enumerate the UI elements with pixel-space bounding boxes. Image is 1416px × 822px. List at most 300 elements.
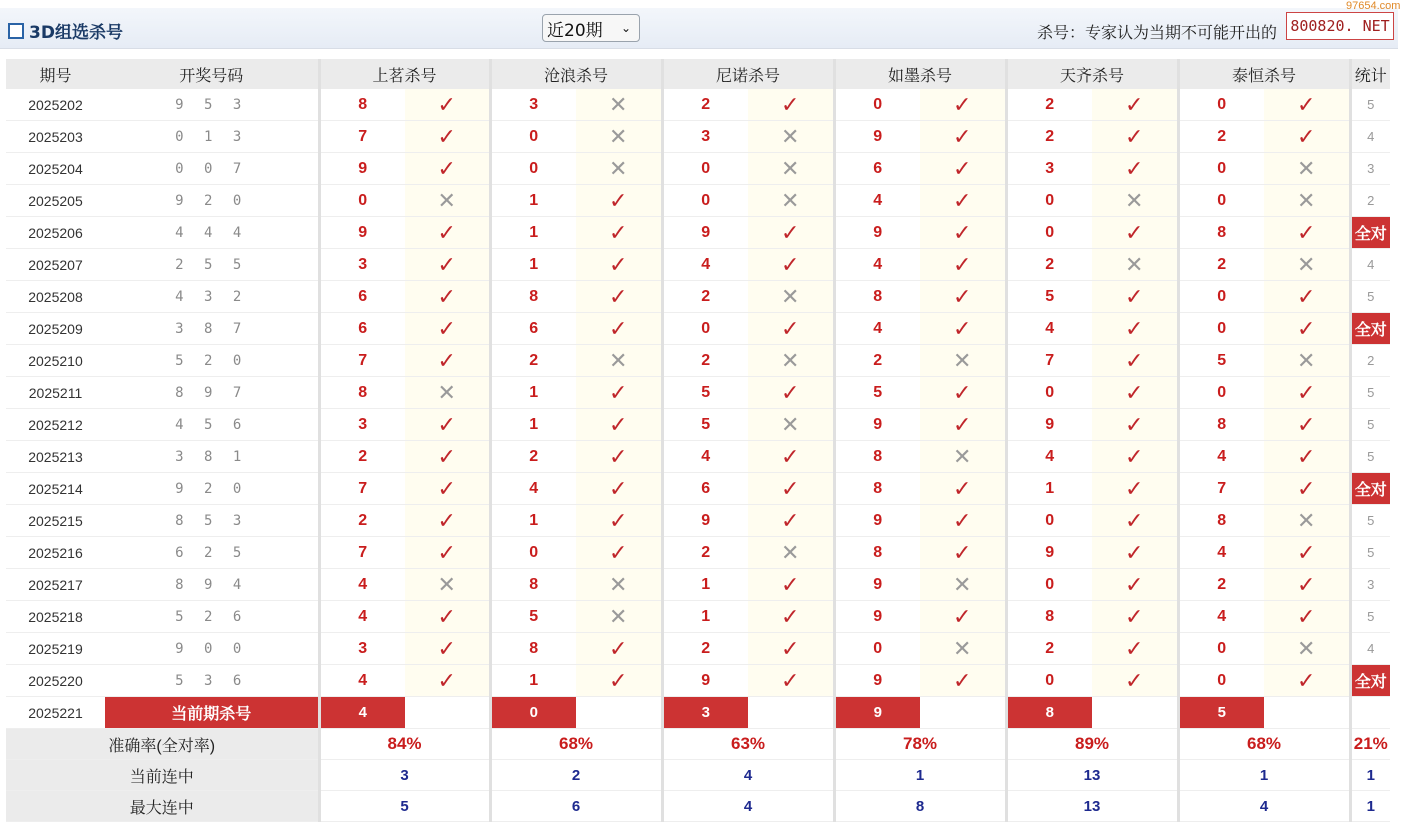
check-icon: ✓ bbox=[748, 249, 834, 281]
table-row bbox=[6, 217, 1390, 249]
current-stat-blank bbox=[1350, 697, 1390, 729]
kill-number: 7 bbox=[319, 121, 405, 153]
kill-number: 8 bbox=[1178, 217, 1264, 249]
check-icon: ✓ bbox=[748, 89, 834, 121]
kill-number: 0 bbox=[1178, 153, 1264, 185]
page-title: 3D组选杀号 bbox=[29, 23, 123, 43]
current-streak-expert-5: 13 bbox=[1006, 760, 1178, 791]
table-row bbox=[6, 601, 1390, 633]
check-icon: ✓ bbox=[576, 377, 662, 409]
check-icon: ✓ bbox=[920, 505, 1006, 537]
check-icon: ✓ bbox=[576, 505, 662, 537]
row-period: 2025213 bbox=[6, 441, 105, 473]
kill-number: 8 bbox=[1178, 505, 1264, 537]
kill-number: 0 bbox=[1178, 89, 1264, 121]
check-icon: ✓ bbox=[1092, 665, 1178, 697]
kill-number: 0 bbox=[1178, 633, 1264, 665]
row-draw-number: 0 1 3 bbox=[105, 121, 319, 153]
row-stat: 5 bbox=[1350, 409, 1390, 441]
row-stat: 5 bbox=[1350, 537, 1390, 569]
kill-number: 8 bbox=[490, 281, 576, 313]
kill-number: 4 bbox=[834, 249, 920, 281]
check-icon: ✓ bbox=[748, 217, 834, 249]
kill-number: 3 bbox=[1006, 153, 1092, 185]
check-icon: ✓ bbox=[748, 313, 834, 345]
check-icon: ✓ bbox=[405, 281, 490, 313]
kill-number: 9 bbox=[662, 217, 748, 249]
all-correct-badge: 全对 bbox=[1350, 217, 1390, 249]
row-stat: 4 bbox=[1350, 633, 1390, 665]
table-header-row bbox=[6, 59, 1390, 89]
kill-number: 1 bbox=[490, 505, 576, 537]
kill-number: 0 bbox=[662, 313, 748, 345]
check-icon: ✓ bbox=[748, 441, 834, 473]
current-kill-2: 0 bbox=[490, 697, 576, 729]
row-period: 2025209 bbox=[6, 313, 105, 345]
row-draw-number: 4 5 6 bbox=[105, 409, 319, 441]
kill-number: 8 bbox=[1178, 409, 1264, 441]
row-draw-number: 6 2 5 bbox=[105, 537, 319, 569]
check-icon: ✓ bbox=[576, 217, 662, 249]
check-icon: ✓ bbox=[748, 601, 834, 633]
table-row bbox=[6, 569, 1390, 601]
check-icon: ✓ bbox=[748, 633, 834, 665]
kill-number: 1 bbox=[490, 217, 576, 249]
kill-number: 0 bbox=[319, 185, 405, 217]
row-draw-number: 2 5 5 bbox=[105, 249, 319, 281]
table-row bbox=[6, 441, 1390, 473]
kill-number: 9 bbox=[1006, 537, 1092, 569]
row-stat: 5 bbox=[1350, 441, 1390, 473]
kill-number: 8 bbox=[319, 377, 405, 409]
table-row bbox=[6, 505, 1390, 537]
kill-number: 2 bbox=[1006, 89, 1092, 121]
accuracy-row bbox=[6, 729, 1390, 760]
row-draw-number: 0 0 7 bbox=[105, 153, 319, 185]
check-icon: ✓ bbox=[1092, 345, 1178, 377]
current-streak-expert-1: 3 bbox=[319, 760, 490, 791]
row-period: 2025215 bbox=[6, 505, 105, 537]
kill-number: 2 bbox=[662, 281, 748, 313]
check-icon: ✓ bbox=[1264, 313, 1350, 345]
current-kill-blank bbox=[748, 697, 834, 729]
kill-number: 2 bbox=[1178, 249, 1264, 281]
kill-number: 0 bbox=[662, 153, 748, 185]
kill-number: 2 bbox=[319, 441, 405, 473]
cross-icon: ✕ bbox=[576, 89, 662, 121]
title-square-icon bbox=[8, 23, 24, 39]
kill-number: 5 bbox=[1006, 281, 1092, 313]
check-icon: ✓ bbox=[748, 665, 834, 697]
check-icon: ✓ bbox=[576, 185, 662, 217]
row-stat: 5 bbox=[1350, 601, 1390, 633]
all-correct-badge: 全对 bbox=[1350, 665, 1390, 697]
kill-number: 0 bbox=[1006, 505, 1092, 537]
cross-icon: ✕ bbox=[1264, 345, 1350, 377]
kill-notice: 杀号：专家认为当期不可能开出的 bbox=[1037, 23, 1278, 42]
row-period: 2025207 bbox=[6, 249, 105, 281]
check-icon: ✓ bbox=[920, 313, 1006, 345]
kill-number: 8 bbox=[490, 633, 576, 665]
kill-number: 1 bbox=[662, 601, 748, 633]
row-draw-number: 9 5 3 bbox=[105, 89, 319, 121]
kill-number: 1 bbox=[490, 185, 576, 217]
current-kill-label: 当前期杀号 bbox=[105, 697, 319, 729]
check-icon: ✓ bbox=[405, 633, 490, 665]
kill-number: 0 bbox=[834, 89, 920, 121]
table-row bbox=[6, 185, 1390, 217]
kill-number: 8 bbox=[319, 89, 405, 121]
current-streak-expert-2: 2 bbox=[490, 760, 662, 791]
check-icon: ✓ bbox=[920, 473, 1006, 505]
kill-number: 2 bbox=[662, 537, 748, 569]
kill-number: 3 bbox=[319, 249, 405, 281]
row-period: 2025217 bbox=[6, 569, 105, 601]
row-stat: 5 bbox=[1350, 89, 1390, 121]
kill-number: 9 bbox=[834, 569, 920, 601]
cross-icon: ✕ bbox=[1092, 185, 1178, 217]
kill-number: 4 bbox=[662, 441, 748, 473]
kill-number: 4 bbox=[834, 313, 920, 345]
kill-number: 2 bbox=[1006, 121, 1092, 153]
accuracy-expert-5: 89% bbox=[1006, 729, 1178, 760]
cross-icon: ✕ bbox=[1264, 633, 1350, 665]
kill-number: 3 bbox=[662, 121, 748, 153]
check-icon: ✓ bbox=[1092, 217, 1178, 249]
check-icon: ✓ bbox=[405, 313, 490, 345]
current-kill-blank bbox=[576, 697, 662, 729]
kill-number: 2 bbox=[662, 89, 748, 121]
row-stat: 3 bbox=[1350, 569, 1390, 601]
row-draw-number: 4 4 4 bbox=[105, 217, 319, 249]
max-streak-expert-6: 4 bbox=[1178, 791, 1350, 822]
row-period: 2025220 bbox=[6, 665, 105, 697]
check-icon: ✓ bbox=[920, 601, 1006, 633]
kill-number: 4 bbox=[834, 185, 920, 217]
kill-number: 9 bbox=[1006, 409, 1092, 441]
check-icon: ✓ bbox=[1092, 89, 1178, 121]
header-stat: 统计 bbox=[1350, 59, 1390, 89]
header-expert-5: 天齐杀号 bbox=[1006, 59, 1178, 89]
accuracy-label: 准确率(全对率) bbox=[6, 729, 319, 760]
row-period: 2025204 bbox=[6, 153, 105, 185]
history-rows bbox=[6, 89, 1390, 697]
kill-number: 2 bbox=[834, 345, 920, 377]
check-icon: ✓ bbox=[1092, 281, 1178, 313]
current-kill-blank bbox=[1092, 697, 1178, 729]
row-stat: 3 bbox=[1350, 153, 1390, 185]
check-icon: ✓ bbox=[576, 665, 662, 697]
max-streak-row bbox=[6, 791, 1390, 822]
row-draw-number: 4 3 2 bbox=[105, 281, 319, 313]
check-icon: ✓ bbox=[920, 537, 1006, 569]
kill-number: 0 bbox=[490, 153, 576, 185]
row-period: 2025216 bbox=[6, 537, 105, 569]
kill-number: 2 bbox=[319, 505, 405, 537]
check-icon: ✓ bbox=[920, 281, 1006, 313]
check-icon: ✓ bbox=[1092, 441, 1178, 473]
kill-number: 4 bbox=[319, 601, 405, 633]
max-streak-expert-3: 4 bbox=[662, 791, 834, 822]
row-draw-number: 9 2 0 bbox=[105, 473, 319, 505]
row-draw-number: 5 2 0 bbox=[105, 345, 319, 377]
kill-number: 9 bbox=[834, 665, 920, 697]
row-draw-number: 5 2 6 bbox=[105, 601, 319, 633]
check-icon: ✓ bbox=[748, 473, 834, 505]
accuracy-expert-2: 68% bbox=[490, 729, 662, 760]
kill-number-table bbox=[6, 59, 1390, 822]
row-draw-number: 8 5 3 bbox=[105, 505, 319, 537]
check-icon: ✓ bbox=[576, 473, 662, 505]
table-row bbox=[6, 665, 1390, 697]
kill-number: 6 bbox=[662, 473, 748, 505]
kill-number: 4 bbox=[1178, 441, 1264, 473]
kill-number: 8 bbox=[834, 281, 920, 313]
kill-number: 9 bbox=[319, 217, 405, 249]
check-icon: ✓ bbox=[576, 249, 662, 281]
kill-number: 7 bbox=[319, 473, 405, 505]
current-kill-blank bbox=[405, 697, 490, 729]
cross-icon: ✕ bbox=[576, 153, 662, 185]
check-icon: ✓ bbox=[576, 633, 662, 665]
check-icon: ✓ bbox=[1092, 569, 1178, 601]
check-icon: ✓ bbox=[405, 441, 490, 473]
kill-number: 2 bbox=[490, 441, 576, 473]
row-period: 2025206 bbox=[6, 217, 105, 249]
kill-number: 8 bbox=[490, 569, 576, 601]
cross-icon: ✕ bbox=[576, 345, 662, 377]
table-row bbox=[6, 377, 1390, 409]
cross-icon: ✕ bbox=[405, 569, 490, 601]
kill-number: 6 bbox=[834, 153, 920, 185]
max-streak-label: 最大连中 bbox=[6, 791, 319, 822]
kill-number: 2 bbox=[1178, 121, 1264, 153]
check-icon: ✓ bbox=[1264, 121, 1350, 153]
check-icon: ✓ bbox=[405, 249, 490, 281]
kill-number: 0 bbox=[1178, 665, 1264, 697]
current-kill-1: 4 bbox=[319, 697, 405, 729]
current-streak-row bbox=[6, 760, 1390, 791]
check-icon: ✓ bbox=[1092, 313, 1178, 345]
kill-number: 2 bbox=[1006, 249, 1092, 281]
kill-number: 1 bbox=[490, 377, 576, 409]
check-icon: ✓ bbox=[405, 345, 490, 377]
check-icon: ✓ bbox=[748, 505, 834, 537]
kill-number: 4 bbox=[1006, 313, 1092, 345]
table-row bbox=[6, 281, 1390, 313]
row-stat: 5 bbox=[1350, 281, 1390, 313]
check-icon: ✓ bbox=[1264, 665, 1350, 697]
header-draw: 开奖号码 bbox=[105, 59, 319, 89]
cross-icon: ✕ bbox=[748, 345, 834, 377]
current-kill-6: 5 bbox=[1178, 697, 1264, 729]
header-expert-2: 沧浪杀号 bbox=[490, 59, 662, 89]
kill-number: 0 bbox=[1006, 377, 1092, 409]
check-icon: ✓ bbox=[576, 313, 662, 345]
accuracy-expert-1: 84% bbox=[319, 729, 490, 760]
cross-icon: ✕ bbox=[576, 601, 662, 633]
row-period: 2025205 bbox=[6, 185, 105, 217]
cross-icon: ✕ bbox=[748, 281, 834, 313]
check-icon: ✓ bbox=[1092, 121, 1178, 153]
kill-number: 4 bbox=[1178, 537, 1264, 569]
kill-number: 8 bbox=[834, 473, 920, 505]
row-stat: 4 bbox=[1350, 121, 1390, 153]
row-period: 2025218 bbox=[6, 601, 105, 633]
row-draw-number: 8 9 7 bbox=[105, 377, 319, 409]
check-icon: ✓ bbox=[920, 121, 1006, 153]
check-icon: ✓ bbox=[1264, 377, 1350, 409]
kill-number: 8 bbox=[1006, 601, 1092, 633]
kill-number: 8 bbox=[834, 441, 920, 473]
row-stat: 2 bbox=[1350, 345, 1390, 377]
kill-number: 0 bbox=[1178, 313, 1264, 345]
kill-number: 8 bbox=[834, 537, 920, 569]
cross-icon: ✕ bbox=[920, 345, 1006, 377]
kill-number: 4 bbox=[662, 249, 748, 281]
cross-icon: ✕ bbox=[1264, 249, 1350, 281]
kill-number: 4 bbox=[490, 473, 576, 505]
kill-number: 9 bbox=[662, 665, 748, 697]
current-streak-expert-4: 1 bbox=[834, 760, 1006, 791]
page-header bbox=[0, 8, 1398, 49]
row-stat: 2 bbox=[1350, 185, 1390, 217]
cross-icon: ✕ bbox=[748, 153, 834, 185]
row-draw-number: 3 8 1 bbox=[105, 441, 319, 473]
check-icon: ✓ bbox=[576, 281, 662, 313]
kill-number: 5 bbox=[662, 409, 748, 441]
cross-icon: ✕ bbox=[748, 409, 834, 441]
row-draw-number: 3 8 7 bbox=[105, 313, 319, 345]
row-stat: 5 bbox=[1350, 505, 1390, 537]
kill-number: 9 bbox=[834, 121, 920, 153]
check-icon: ✓ bbox=[1092, 377, 1178, 409]
row-draw-number: 5 3 6 bbox=[105, 665, 319, 697]
all-correct-badge: 全对 bbox=[1350, 473, 1390, 505]
cross-icon: ✕ bbox=[1264, 153, 1350, 185]
check-icon: ✓ bbox=[576, 441, 662, 473]
row-period: 2025208 bbox=[6, 281, 105, 313]
kill-number: 0 bbox=[490, 121, 576, 153]
kill-number: 7 bbox=[319, 537, 405, 569]
check-icon: ✓ bbox=[405, 409, 490, 441]
cross-icon: ✕ bbox=[405, 185, 490, 217]
table-row bbox=[6, 121, 1390, 153]
check-icon: ✓ bbox=[920, 89, 1006, 121]
check-icon: ✓ bbox=[920, 153, 1006, 185]
current-kill-3: 3 bbox=[662, 697, 748, 729]
check-icon: ✓ bbox=[920, 217, 1006, 249]
check-icon: ✓ bbox=[748, 569, 834, 601]
kill-number: 3 bbox=[319, 633, 405, 665]
kill-number: 3 bbox=[490, 89, 576, 121]
header-expert-4: 如墨杀号 bbox=[834, 59, 1006, 89]
kill-number: 2 bbox=[490, 345, 576, 377]
kill-number: 0 bbox=[1006, 665, 1092, 697]
kill-number: 4 bbox=[319, 665, 405, 697]
table-row bbox=[6, 409, 1390, 441]
kill-number: 5 bbox=[490, 601, 576, 633]
kill-number: 2 bbox=[1178, 569, 1264, 601]
kill-number: 9 bbox=[319, 153, 405, 185]
period-select[interactable] bbox=[542, 14, 640, 42]
current-streak-expert-3: 4 bbox=[662, 760, 834, 791]
cross-icon: ✕ bbox=[1264, 185, 1350, 217]
kill-number: 1 bbox=[1006, 473, 1092, 505]
max-streak-expert-2: 6 bbox=[490, 791, 662, 822]
period-select-value: 近20期 bbox=[547, 20, 603, 41]
row-period: 2025210 bbox=[6, 345, 105, 377]
table-row bbox=[6, 537, 1390, 569]
kill-number: 6 bbox=[319, 313, 405, 345]
kill-number: 3 bbox=[319, 409, 405, 441]
table-row bbox=[6, 633, 1390, 665]
check-icon: ✓ bbox=[920, 249, 1006, 281]
max-streak-total: 1 bbox=[1350, 791, 1390, 822]
row-draw-number: 9 2 0 bbox=[105, 185, 319, 217]
cross-icon: ✕ bbox=[748, 185, 834, 217]
cross-icon: ✕ bbox=[576, 569, 662, 601]
kill-number: 0 bbox=[1178, 377, 1264, 409]
kill-number: 6 bbox=[319, 281, 405, 313]
kill-number: 4 bbox=[1178, 601, 1264, 633]
kill-number: 0 bbox=[1006, 217, 1092, 249]
check-icon: ✓ bbox=[405, 89, 490, 121]
check-icon: ✓ bbox=[920, 665, 1006, 697]
kill-number: 0 bbox=[1178, 185, 1264, 217]
kill-number: 9 bbox=[834, 409, 920, 441]
table-row bbox=[6, 345, 1390, 377]
check-icon: ✓ bbox=[920, 377, 1006, 409]
watermark: 97654.com bbox=[1346, 0, 1401, 12]
kill-number: 7 bbox=[1006, 345, 1092, 377]
check-icon: ✓ bbox=[1264, 473, 1350, 505]
current-streak-label: 当前连中 bbox=[6, 760, 319, 791]
check-icon: ✓ bbox=[1092, 473, 1178, 505]
kill-number: 0 bbox=[834, 633, 920, 665]
max-streak-expert-4: 8 bbox=[834, 791, 1006, 822]
kill-number: 6 bbox=[490, 313, 576, 345]
current-kill-5: 8 bbox=[1006, 697, 1092, 729]
current-streak-total: 1 bbox=[1350, 760, 1390, 791]
kill-number: 0 bbox=[490, 537, 576, 569]
kill-number: 2 bbox=[662, 633, 748, 665]
check-icon: ✓ bbox=[1264, 89, 1350, 121]
header-expert-1: 上茗杀号 bbox=[319, 59, 490, 89]
cross-icon: ✕ bbox=[1264, 505, 1350, 537]
kill-number: 1 bbox=[490, 249, 576, 281]
row-period: 2025219 bbox=[6, 633, 105, 665]
header-expert-6: 泰恒杀号 bbox=[1178, 59, 1350, 89]
kill-number: 1 bbox=[662, 569, 748, 601]
title-area bbox=[8, 18, 123, 43]
check-icon: ✓ bbox=[920, 409, 1006, 441]
check-icon: ✓ bbox=[1264, 537, 1350, 569]
current-kill-blank bbox=[920, 697, 1006, 729]
check-icon: ✓ bbox=[1092, 537, 1178, 569]
max-streak-expert-1: 5 bbox=[319, 791, 490, 822]
current-streak-expert-6: 1 bbox=[1178, 760, 1350, 791]
table-row bbox=[6, 89, 1390, 121]
all-correct-rate: 21% bbox=[1350, 729, 1390, 760]
kill-number: 5 bbox=[834, 377, 920, 409]
kill-number: 2 bbox=[662, 345, 748, 377]
check-icon: ✓ bbox=[405, 473, 490, 505]
current-kill-4: 9 bbox=[834, 697, 920, 729]
cross-icon: ✕ bbox=[920, 633, 1006, 665]
row-period: 2025211 bbox=[6, 377, 105, 409]
kill-number: 1 bbox=[490, 409, 576, 441]
